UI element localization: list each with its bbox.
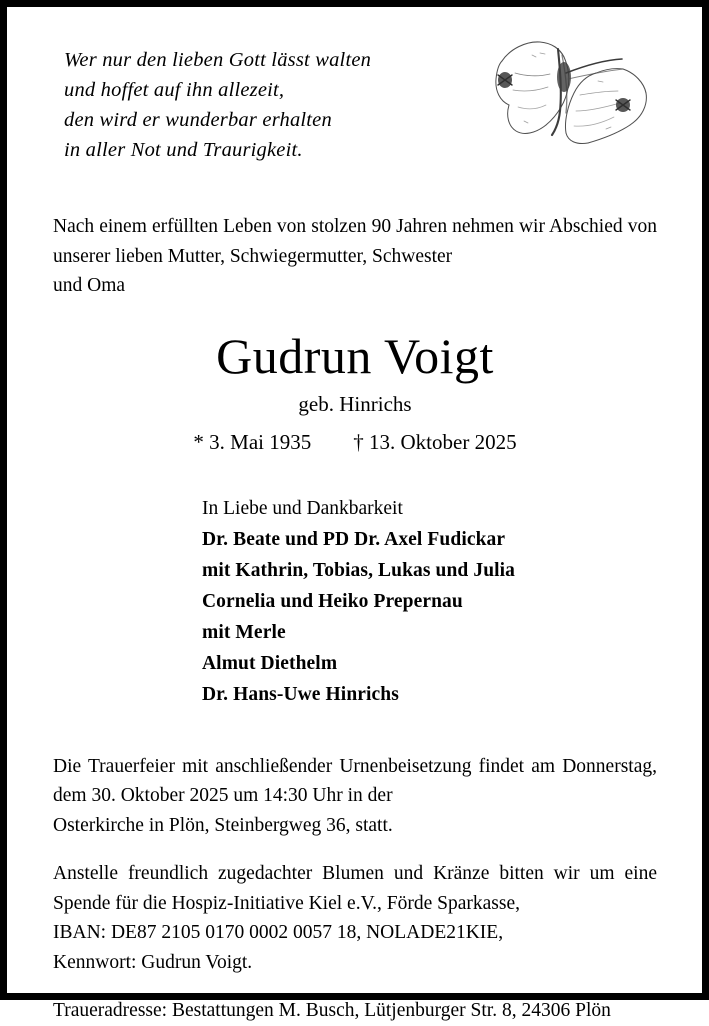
mourning-address: Traueradresse: Bestattungen M. Busch, Lütjenburger Str. 8, 24306 Plön	[53, 1000, 611, 1021]
service-line-1: Die Trauerfeier mit anschließender Urnenbeisetzung findet am	[53, 755, 556, 777]
family-member: Dr. Hans-Uwe Hinrichs	[202, 683, 399, 705]
donation-line-2: eine Spende für die Hospiz-Initiative Kiel e.V., Förde Sparkasse,	[53, 863, 658, 914]
verse-line-3: den wird er wunderbar erhalten	[64, 109, 332, 131]
donation-keyword-line: Kennwort: Gudrun Voigt.	[53, 951, 253, 973]
maiden-name: geb. Hinrichs	[298, 391, 412, 416]
service-paragraph	[53, 752, 657, 841]
memorial-verse	[64, 39, 444, 165]
deceased-block	[53, 327, 657, 457]
family-member: mit Merle	[202, 621, 286, 643]
service-line-2: Donnerstag, dem 30. Oktober 2025 um 14:30 Uhr in der	[53, 755, 657, 806]
life-dates: * 3. Mai 1935 † 13. Oktober 2025	[193, 429, 517, 454]
family-member: mit Kathrin, Tobias, Lukas und Julia	[202, 559, 516, 581]
intro-line-1: Nach einem erfüllten Leben von stolzen 90 Jahren nehmen wir	[53, 216, 545, 237]
notice-inner	[7, 7, 702, 1021]
intro-line-2: Abschied von unserer lieben Mutter, Schwiegermutter, Schwester	[53, 216, 657, 267]
family-dedication: In Liebe und Dankbarkeit	[202, 497, 403, 519]
verse-line-2: und hoffet auf ihn allezeit,	[64, 79, 285, 101]
donation-iban-line: IBAN: DE87 2105 0170 0002 0057 18, NOLADE21KIE,	[53, 922, 504, 943]
butterfly-icon	[480, 33, 660, 158]
family-block	[202, 493, 663, 710]
closing-block	[53, 752, 657, 1026]
service-line-3: Osterkirche in Plön, Steinbergweg 36, statt.	[53, 814, 393, 836]
family-member: Cornelia und Heiko Prepernau	[202, 590, 463, 612]
deceased-name: Gudrun Voigt	[216, 327, 494, 384]
donation-paragraph	[53, 859, 657, 977]
intro-line-3: und Oma	[53, 275, 126, 296]
verse-line-4: in aller Not und Traurigkeit.	[64, 139, 303, 161]
intro-paragraph	[53, 212, 657, 301]
donation-line-1: Anstelle freundlich zugedachter Blumen und Kränze bitten wir um	[53, 863, 615, 884]
verse-line-1: Wer nur den lieben Gott lässt walten	[64, 49, 372, 71]
family-member: Almut Diethelm	[202, 652, 338, 674]
family-member: Dr. Beate und PD Dr. Axel Fudickar	[202, 528, 506, 550]
